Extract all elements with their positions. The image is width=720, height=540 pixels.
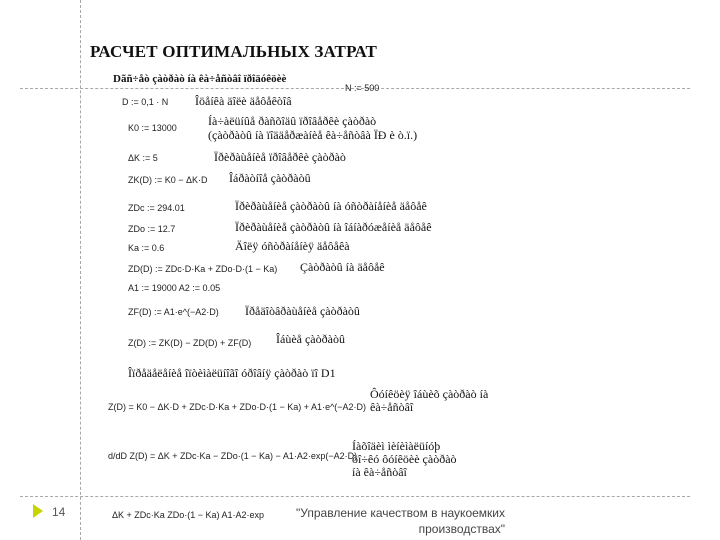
bottom-formula: ΔK + ZDc·Ka ZDo·(1 − Ka) A1·A2·exp — [112, 510, 265, 520]
desc-d: Îöåíêà äîëè äåôåêòîâ — [195, 94, 292, 108]
param-zd: ZD(D) := ZDc·D·Ka + ZDo·D·(1 − Ka) — [128, 264, 278, 274]
param-zk: ZK(D) := K0 − ΔK·D — [128, 175, 208, 185]
desc-z: Îáùèå çàòðàòû — [276, 332, 345, 346]
param-n: N := 500 — [345, 83, 380, 93]
guide-line-bottom — [20, 496, 690, 497]
final-desc: Ôóíêöèÿ îáùèõ çàòðàò íà êà÷åñòâî — [370, 387, 489, 414]
slide-title: РАСЧЕТ ОПТИМАЛЬНЫХ ЗАТРАТ — [90, 42, 378, 61]
derivative-desc: Íàõîäèì ìèíèìàëüíóþ òî÷êó ôóíêöèè çàòðàò íà êà÷åñòâî — [352, 439, 457, 479]
desc-k0: Íà÷àëüíûå ðàñõîäû ïðîâåðêè çàòðàò — [208, 114, 377, 128]
desc-zf: Ïðåäîòâðàùåíèå çàòðàòû — [245, 304, 360, 318]
param-zdc: ZDc := 294.01 — [128, 203, 185, 213]
desc-zdo: Ïðèðàùåíèå çàòðàòû íà îáíàðóæåíèå äåôåê — [235, 220, 432, 234]
param-d: D := 0,1 · N — [122, 97, 169, 107]
desc-zk: Îáðàòíîå çàòðàòû — [229, 171, 311, 185]
desc-dk: Ïðèðàùåíèå ïðîâåðêè çàòðàò — [214, 150, 346, 164]
final-formula: Z(D) = K0 − ΔK·D + ZDc·D·Ka + ZDo·D·(1 − Ka) + A1·e^(−A2·D) — [108, 402, 367, 412]
footer-text: "Управление качеством в наукоемких производствах" — [296, 506, 505, 536]
derivative-formula: d/dD Z(D) = ΔK + ZDc·Ka − ZDo·(1 − Ka) − A1·A2·exp(−A2·D) — [108, 451, 358, 461]
param-zf: ZF(D) := A1·e^(−A2·D) — [128, 307, 219, 317]
param-z: Z(D) := ZK(D) − ZD(D) + ZF(D) — [128, 338, 252, 348]
param-dk: ΔK := 5 — [128, 153, 158, 163]
param-a1-a2: A1 := 19000 A2 := 0.05 — [128, 283, 221, 293]
desc-k0-b: (çàòðàòû íà ïîääåðæàíèå êà÷åñòâà ÏÐ è ò.ï.) — [208, 128, 418, 142]
desc-zd: Çàòðàòû íà äåôåê — [300, 260, 385, 274]
param-ka: Ka := 0.6 — [128, 243, 165, 253]
desc-zdc: Ïðèðàùåíèå çàòðàòû íà óñòðàíåíèå äåôåê — [235, 199, 427, 213]
param-k0: K0 := 13000 — [128, 123, 177, 133]
slide-number: 14 — [52, 505, 66, 519]
heading: Dãñ÷åò çàòðàò íà êà÷åñòâî ïðîäóêöèè — [113, 73, 287, 85]
guide-line-left — [80, 0, 81, 540]
param-zdo: ZDo := 12.7 — [128, 224, 176, 234]
section-heading: Îïðåäåëåíèå îïòèìàëüíîãî óðîâíÿ çàòðàò ïî D1 — [128, 366, 336, 380]
desc-ka: Äîëÿ óñòðàíåíèÿ äåôåêà — [235, 239, 350, 253]
bullet-arrow-icon — [32, 503, 44, 519]
